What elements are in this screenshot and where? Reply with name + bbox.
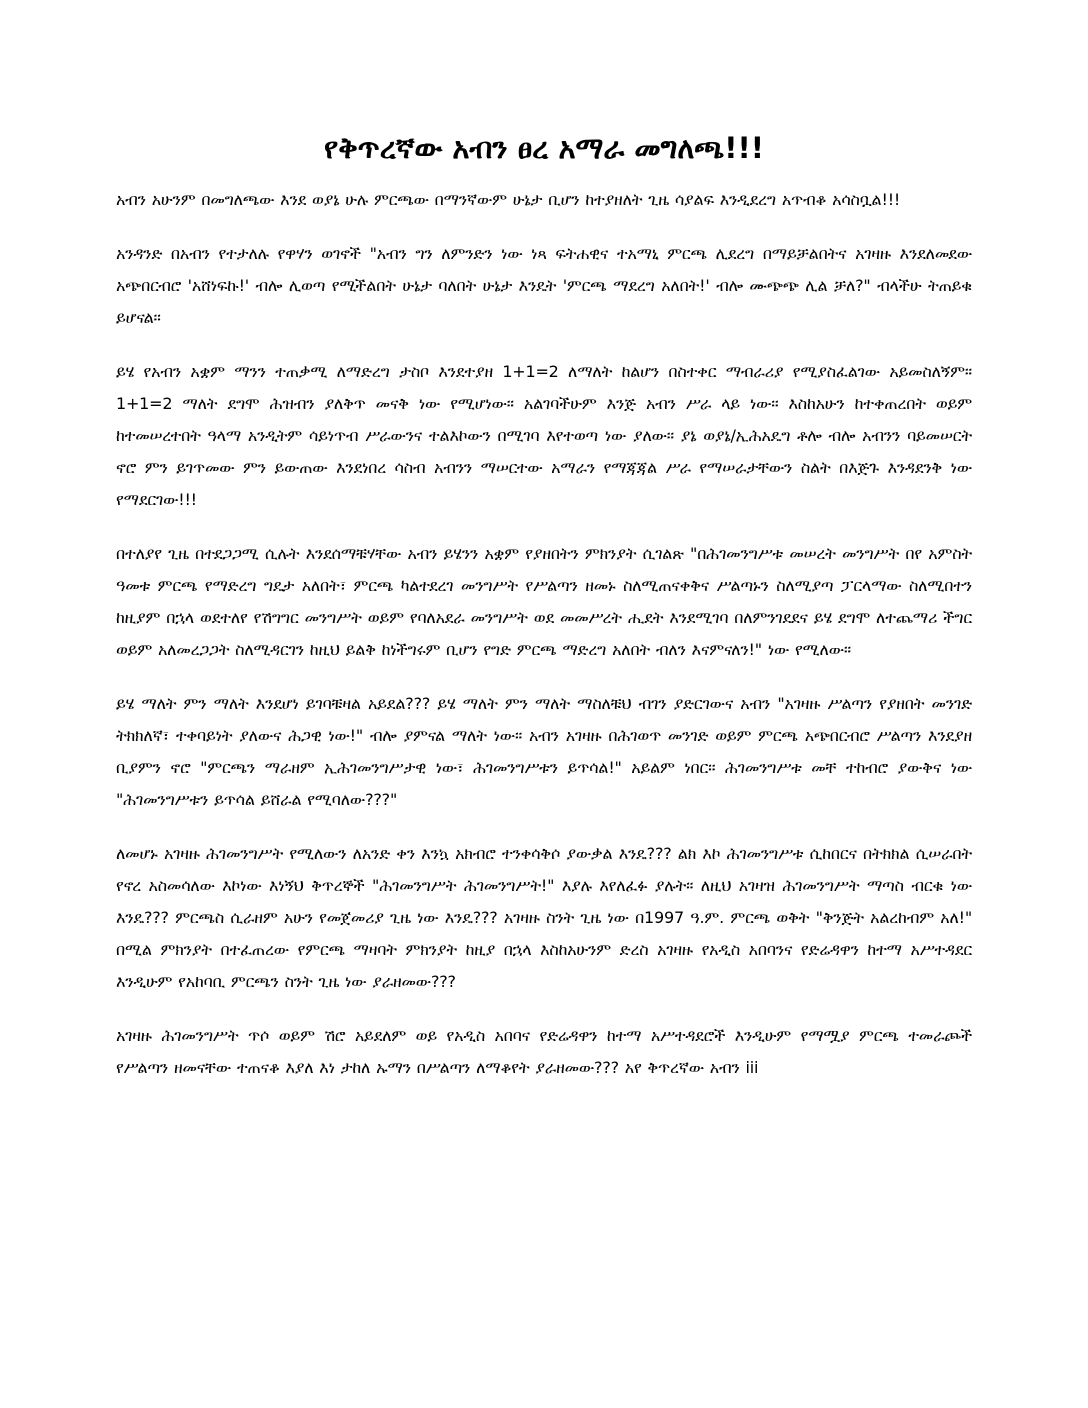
- paragraph-2: አንዳንድ በአብን የተታለሉ የዋሃን ወገኖች "አብን ግን ለምንድን ነው ነጻ ፍትሐዊና ተአማኒ ምርጫ ሊደረግ በማይቻልበትና አገዛዙ እንደለመደው አጭበርብሮ 'አሸነፍኩ!' ብሎ ሊወጣ የሚችልበት ሁኔታ ባለበት ሁኔታ እንዴት 'ምርጫ ማደረግ አለበት!' ብሎ ሙጭጭ ሊል ቻለ?" ብላችሁ ትጠይቁ ይሆናል፡፡: [116, 244, 972, 327]
- paragraph-6: ለመሆኑ አገዛዙ ሕገመንግሥት የሚለውን ለአንድ ቀን እንኳ አክብሮ ተንቀሳቅሶ ያውቃል እንዴ??? ልክ እኮ ሕገመንግሥቱ ሲከበርና በትክክል ሲሠራበት የኖረ አስመሳለው እኮነው እነኝህ ቅጥረኞች "ሕገመንግሥት ሕገመንግሥት!" እያሉ እየለፈፉ ያሉት፡፡ ለዚህ አገዛዝ ሕገመንግሥት ማጣስ ብርቁ ነው እንዴ??? ምርጫስ ሲራዘም አሁን የመጀመሪያ ጊዜ ነው እንዴ??? አገዛዙ ስንት ጊዜ ነው በ1997 ዓ.ም. ምርጫ ወቅት "ቅንጅት አልረከብም አለ!" በሚል ምክንያት በተፈጠረው የምርጫ ማዛባት ምክንያት ከዚያ በኋላ እስከአሁንም ድረስ አገዛዙ የአዲስ አበባንና የድሬዳዋን ከተማ አሥተዳደር እንዲሁም የአከባቢ ምርጫን ስንት ጊዜ ነው ያራዘመው???: [116, 844, 972, 991]
- paragraph-3: ይሄ የአብን አቋም ማንን ተጠቃሚ ለማድረግ ታስቦ እንደተያዘ 1+1=2 ለማለት ከልሆን በስተቀር ማብራሪያ የሚያስፈልገው አይመስለኝም፡፡ 1+1=2 ማለት ደግሞ ሕዝብን ያለቅጥ መናቅ ነው የሚሆነው፡፡ አልገባችሁም እንጅ አብን ሥራ ላይ ነው፡፡ እስከአሁን ከተቀጠረበት ወይም ከተመሠረተበት ዓላማ አንዲትም ሳይነጥብ ሥራውንና ተልእኮውን በሚገባ እየተወጣ ነው ያለው፡፡ ያኔ ወያኔ/ኢሕአዴግ ቶሎ ብሎ አብንን ባይመሠርት ኖሮ ምን ይገጥመው ምን ይውጠው እንደነበረ ሳስብ አብንን ማሠርተው አማራን የማጃጃል ሥራ የማሠራታቸውን ስልት በእጅጉ እንዳደንቅ ነው የማደርገው!!!: [116, 362, 972, 509]
- paragraph-5: ይሄ ማለት ምን ማለት እንደሆነ ይገባቹዛል አይደል??? ይሄ ማለት ምን ማለት ማስለቹህ ብገን ያድርገውና አብን "አገዛዙ ሥልጣን የያዘበት መንገድ ትክክለኛ፣ ተቀባይነት ያለውና ሕጋዊ ነው!" ብሎ ያምናል ማለት ነው፡፡ አብን አገዛዙ በሕገወጥ መንገድ ወይም ምርጫ አጭበርብሮ ሥልጣን እንደያዘ ቢያምን ኖሮ "ምርጫን ማራዘም ኢሕገመንግሥታዊ ነው፣ ሕገመንግሥቱን ይጥሳል!" አይልም ነበር፡፡ ሕገመንግሥቱ መቸ ተከብሮ ያውቅና ነው "ሕገመንግሥቱን ይጥሳል ይሸራል የሚባለው???": [116, 694, 972, 809]
- paragraph-4: በተለያየ ጊዜ በተደጋጋሚ ሲሉት እንደሰማቹሃቸው አብን ይሄንን አቋም የያዘበትን ምክንያት ሲገልጽ "በሕገመንግሥቱ መሠረት መንግሥት በየ አምስት ዓመቱ ምርጫ የማድረግ ግዴታ አለበት፣ ምርጫ ካልተደረገ መንግሥት የሥልጣን ዘመኑ ስለሚጠናቀቅና ሥልጣኑን ስለሚያጣ ፓርላማው ስለሚበተን ከዚያም በኋላ ወደተለየ የሽግግር መንግሥት ወይም የባለአደራ መንግሥት ወደ መመሥረት ሒደት እንደሚገባ በለምንገደደና ይሄ ደግሞ ለተጨማሪ ችግር ወይም አለመረጋጋት ስለሚዳርገን ከዚህ ይልቅ ከነችግሩም ቢሆን የግድ ምርጫ ማድረግ አለበት ብለን እናምናለን!" ነው የሚለው፡፡: [116, 544, 972, 659]
- document-title: የቅጥረኛው አብን ፀረ አማራ መግለጫ!!!: [324, 131, 764, 165]
- paragraph-7: አገዛዙ ሕገመንግሥት ጥሶ ወይም ሽሮ አይደለም ወይ የአዲስ አበባና የድሬዳዋን ከተማ አሥተዳደሮች እንዲሁም የማሟያ ምርጫ ተመራጮች የሥልጣን ዘመናቸው ተጠናቆ እያለ እነ ታከለ ኡማን በሥልጣን ለማቆየት ያራዘመው??? አየ ቅጥረኛው አብን iii: [116, 1026, 972, 1077]
- paragraph-1: አብን አሁንም በመግለጫው እንደ ወያኔ ሁሉ ምርጫው በማንኛውም ሁኔታ ቢሆን ከተያዘለት ጊዜ ሳያልፍ እንዲደረግ አጥብቆ አሳስቧል!!!: [116, 190, 901, 209]
- document-body: [116, 184, 972, 1106]
